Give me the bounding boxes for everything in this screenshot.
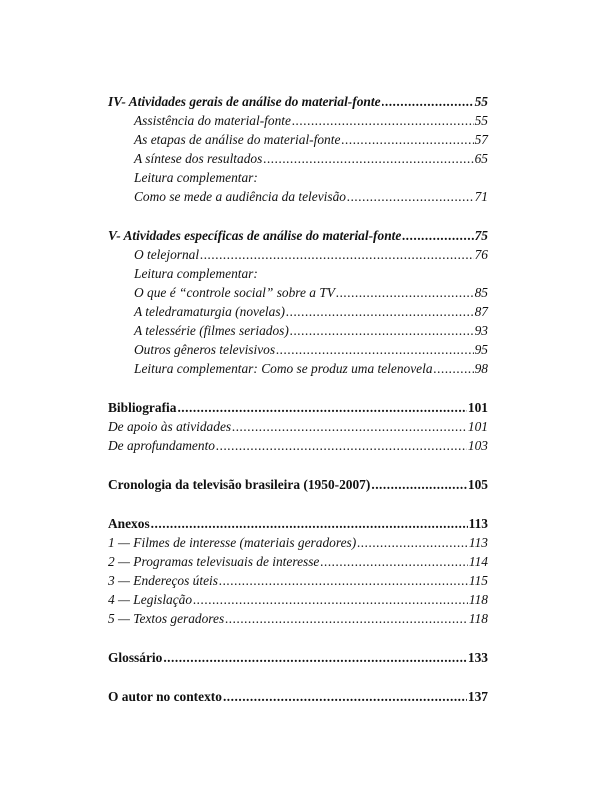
toc-section-glossario xyxy=(108,648,488,667)
leader-dots xyxy=(223,687,467,706)
toc-entry-title: A teledramaturgia (novelas) xyxy=(134,304,285,319)
leader-dots xyxy=(232,417,467,436)
toc-heading[interactable] xyxy=(108,648,488,667)
toc-entry-page: 85 xyxy=(474,285,488,300)
toc-entry-title: Outros gêneros televisivos xyxy=(134,342,276,357)
toc-entry-title: A síntese dos resultados xyxy=(134,151,263,166)
toc-heading-page: 133 xyxy=(467,650,488,665)
toc-entry-page: 65 xyxy=(474,151,488,166)
toc-entry-title: Leitura complementar: xyxy=(134,170,258,185)
toc-entry[interactable] xyxy=(108,533,488,552)
leader-dots xyxy=(341,130,473,149)
toc-entry-label xyxy=(108,168,488,187)
leader-dots xyxy=(290,321,474,340)
toc-section-5 xyxy=(108,226,488,378)
toc-entry-title: De apoio às atividades xyxy=(108,419,232,434)
toc-entry[interactable] xyxy=(108,321,488,340)
leader-dots xyxy=(371,475,467,494)
toc-heading[interactable] xyxy=(108,475,488,494)
toc-entry[interactable] xyxy=(108,283,488,302)
leader-dots xyxy=(193,590,468,609)
toc-entry-title: 4 — Legislação xyxy=(108,592,193,607)
toc-heading-title: V- Atividades específicas de análise do material-fonte xyxy=(108,228,402,243)
leader-dots xyxy=(357,533,468,552)
leader-dots xyxy=(286,302,474,321)
toc-entry-page: 93 xyxy=(474,323,488,338)
toc-entry[interactable] xyxy=(108,111,488,130)
toc-heading-page: 75 xyxy=(474,228,488,243)
toc-entry-page: 113 xyxy=(468,535,488,550)
toc-entry-title: O que é “controle social” sobre a TV xyxy=(134,285,335,300)
table-of-contents xyxy=(108,92,488,706)
toc-entry-page: 71 xyxy=(474,189,488,204)
toc-section-4 xyxy=(108,92,488,206)
toc-entry[interactable] xyxy=(108,571,488,590)
toc-heading[interactable] xyxy=(108,398,488,417)
toc-entry-title: Leitura complementar: xyxy=(134,266,258,281)
toc-section-anexos xyxy=(108,514,488,628)
toc-entry[interactable] xyxy=(108,340,488,359)
toc-heading-page: 55 xyxy=(474,94,488,109)
toc-heading-title: IV- Atividades gerais de análise do material-fonte xyxy=(108,94,381,109)
toc-heading-title: O autor no contexto xyxy=(108,689,222,704)
toc-section-bibliografia xyxy=(108,398,488,455)
toc-entry-page: 115 xyxy=(468,573,488,588)
toc-heading-title: Cronologia da televisão brasileira (1950-2007) xyxy=(108,477,371,492)
toc-heading[interactable] xyxy=(108,226,488,245)
toc-entry[interactable] xyxy=(108,417,488,436)
toc-entry-title: O telejornal xyxy=(134,247,200,262)
toc-section-cronologia xyxy=(108,475,488,494)
toc-entry[interactable] xyxy=(108,187,488,206)
leader-dots xyxy=(163,648,467,667)
toc-heading-page: 105 xyxy=(467,477,488,492)
toc-entry-page: 101 xyxy=(467,419,488,434)
leader-dots xyxy=(336,283,474,302)
toc-entry-page: 118 xyxy=(468,592,488,607)
leader-dots xyxy=(402,226,473,245)
toc-entry-label xyxy=(108,264,488,283)
toc-heading[interactable] xyxy=(108,687,488,706)
toc-entry-title: Como se mede a audiência da televisão xyxy=(134,189,346,204)
toc-entry-page: 118 xyxy=(468,611,488,626)
toc-heading-page: 101 xyxy=(467,400,488,415)
leader-dots xyxy=(382,92,474,111)
toc-heading-title: Anexos xyxy=(108,516,150,531)
toc-entry[interactable] xyxy=(108,590,488,609)
toc-entry-title: Leitura complementar: Como se produz uma telenovela xyxy=(134,361,433,376)
toc-entry[interactable] xyxy=(108,149,488,168)
leader-dots xyxy=(292,111,474,130)
leader-dots xyxy=(276,340,474,359)
toc-entry[interactable] xyxy=(108,245,488,264)
toc-entry-page: 57 xyxy=(474,132,488,147)
toc-entry[interactable] xyxy=(108,359,488,378)
leader-dots xyxy=(177,398,466,417)
toc-section-autor xyxy=(108,687,488,706)
leader-dots xyxy=(216,436,467,455)
toc-entry-title: 5 — Textos geradores xyxy=(108,611,225,626)
toc-entry-title: 2 — Programas televisuais de interesse xyxy=(108,554,320,569)
leader-dots xyxy=(320,552,468,571)
leader-dots xyxy=(263,149,473,168)
toc-entry-title: Assistência do material-fonte xyxy=(134,113,291,128)
toc-entry-page: 87 xyxy=(474,304,488,319)
toc-entry-title: 1 — Filmes de interesse (materiais geradores) xyxy=(108,535,357,550)
leader-dots xyxy=(219,571,468,590)
toc-heading-title: Bibliografia xyxy=(108,400,177,415)
leader-dots xyxy=(200,245,474,264)
toc-entry[interactable] xyxy=(108,130,488,149)
leader-dots xyxy=(225,609,468,628)
leader-dots xyxy=(151,514,468,533)
toc-entry-page: 98 xyxy=(474,361,488,376)
leader-dots xyxy=(434,359,474,378)
toc-entry[interactable] xyxy=(108,609,488,628)
toc-entry-title: De aprofundamento xyxy=(108,438,215,453)
toc-entry-page: 55 xyxy=(474,113,488,128)
toc-heading[interactable] xyxy=(108,514,488,533)
toc-entry-title: As etapas de análise do material-fonte xyxy=(134,132,341,147)
toc-heading-title: Glossário xyxy=(108,650,163,665)
toc-heading-page: 137 xyxy=(467,689,488,704)
toc-heading[interactable] xyxy=(108,92,488,111)
toc-entry-page: 103 xyxy=(467,438,488,453)
toc-entry[interactable] xyxy=(108,552,488,571)
toc-entry-title: A telessérie (filmes seriados) xyxy=(134,323,289,338)
toc-entry-title: 3 — Endereços úteis xyxy=(108,573,218,588)
toc-entry-page: 114 xyxy=(468,554,488,569)
toc-entry-page: 95 xyxy=(474,342,488,357)
toc-entry-page: 76 xyxy=(474,247,488,262)
toc-entry[interactable] xyxy=(108,302,488,321)
toc-heading-page: 113 xyxy=(468,516,488,531)
toc-entry[interactable] xyxy=(108,436,488,455)
leader-dots xyxy=(347,187,474,206)
